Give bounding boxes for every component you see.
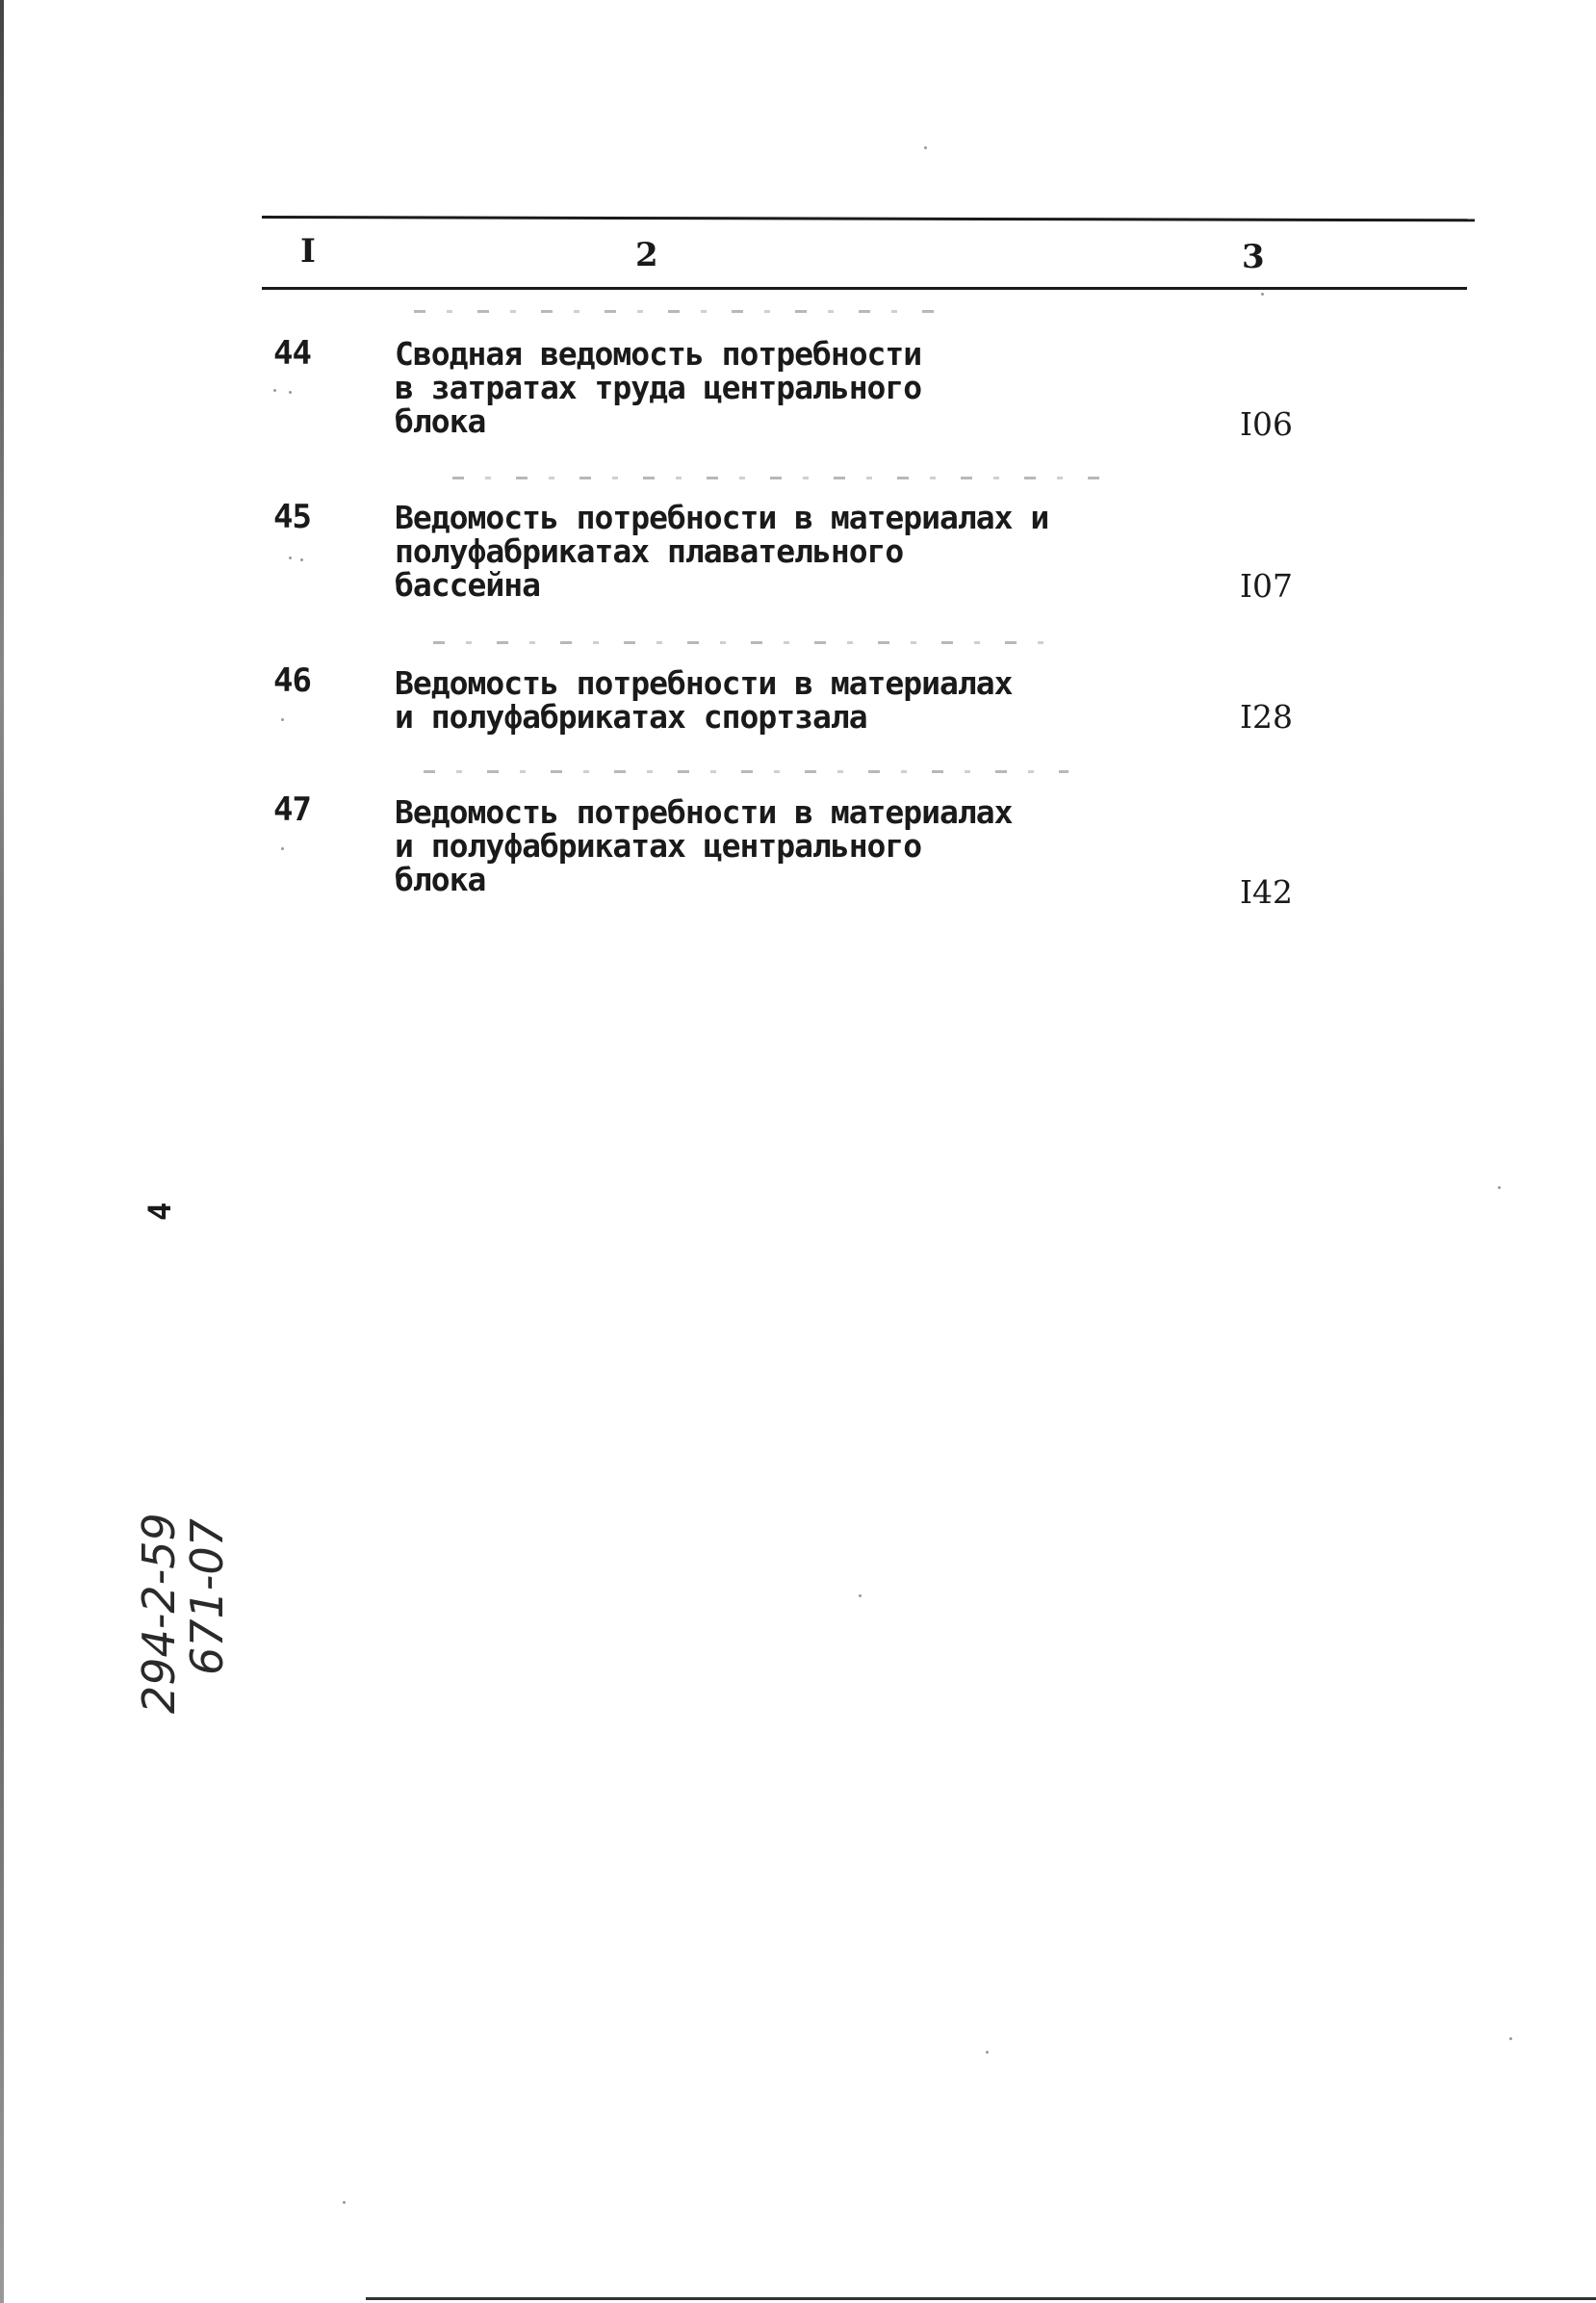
archive-stamp [135,1513,231,1714]
scan-speck [281,718,284,721]
entry-page: I06 [1240,405,1294,443]
row-separator [433,641,1068,644]
entry-title [395,337,1165,438]
entry-title-line: блока [395,861,486,898]
table-header-rule [262,287,1467,290]
scan-bottom-edge [366,2297,1596,2300]
entry-title-line: и полуфабрикатах спортзала [395,698,867,736]
column-header-3: 3 [1242,238,1265,276]
row-separator [424,770,1068,773]
row-separator [452,477,1107,479]
scan-speck [1261,293,1264,296]
stamp-line: 671-07 [181,1518,233,1675]
entry-title-line: и полуфабрикатах центрального [395,827,922,865]
entry-title-line: блока [395,402,486,440]
margin-page-number: 4 [142,1202,178,1221]
entry-title [395,666,1165,734]
scan-speck [859,1594,862,1597]
entry-number: 44 [273,334,311,373]
entry-page: I42 [1240,873,1294,911]
entry-title-line: в затратах труда центрального [395,369,922,406]
entry-title-line: Ведомость потребности в материалах и [395,499,1049,536]
entry-page: I28 [1240,698,1294,736]
stamp-line: 294-2-59 [133,1513,185,1714]
entry-number: 46 [273,661,311,700]
scan-edge [0,0,4,2303]
entry-title [395,501,1165,602]
entry-title-line: Сводная ведомость потребности [395,335,922,373]
entry-number: 45 [273,498,311,536]
scan-speck [273,389,276,392]
entry-title-line: бассейна [395,566,540,604]
entry-title [395,795,1165,896]
entry-page: I07 [1240,567,1294,605]
scan-speck [289,391,292,394]
table-top-rule [262,216,1475,221]
scan-speck [924,146,927,149]
entry-title-line: Ведомость потребности в материалах [395,664,1013,702]
column-header-2: 2 [635,236,658,274]
scan-speck [1498,1186,1501,1189]
scan-speck [289,556,292,559]
entry-title-line: полуфабрикатах плавательного [395,532,904,570]
entry-number: 47 [273,790,311,829]
entry-title-line: Ведомость потребности в материалах [395,793,1013,831]
scan-speck [986,2051,989,2054]
scan-speck [1509,2037,1512,2040]
row-separator [414,310,953,313]
column-header-1: I [300,232,316,271]
scan-speck [300,558,303,561]
scan-speck [343,2201,346,2204]
scan-speck [281,847,284,850]
